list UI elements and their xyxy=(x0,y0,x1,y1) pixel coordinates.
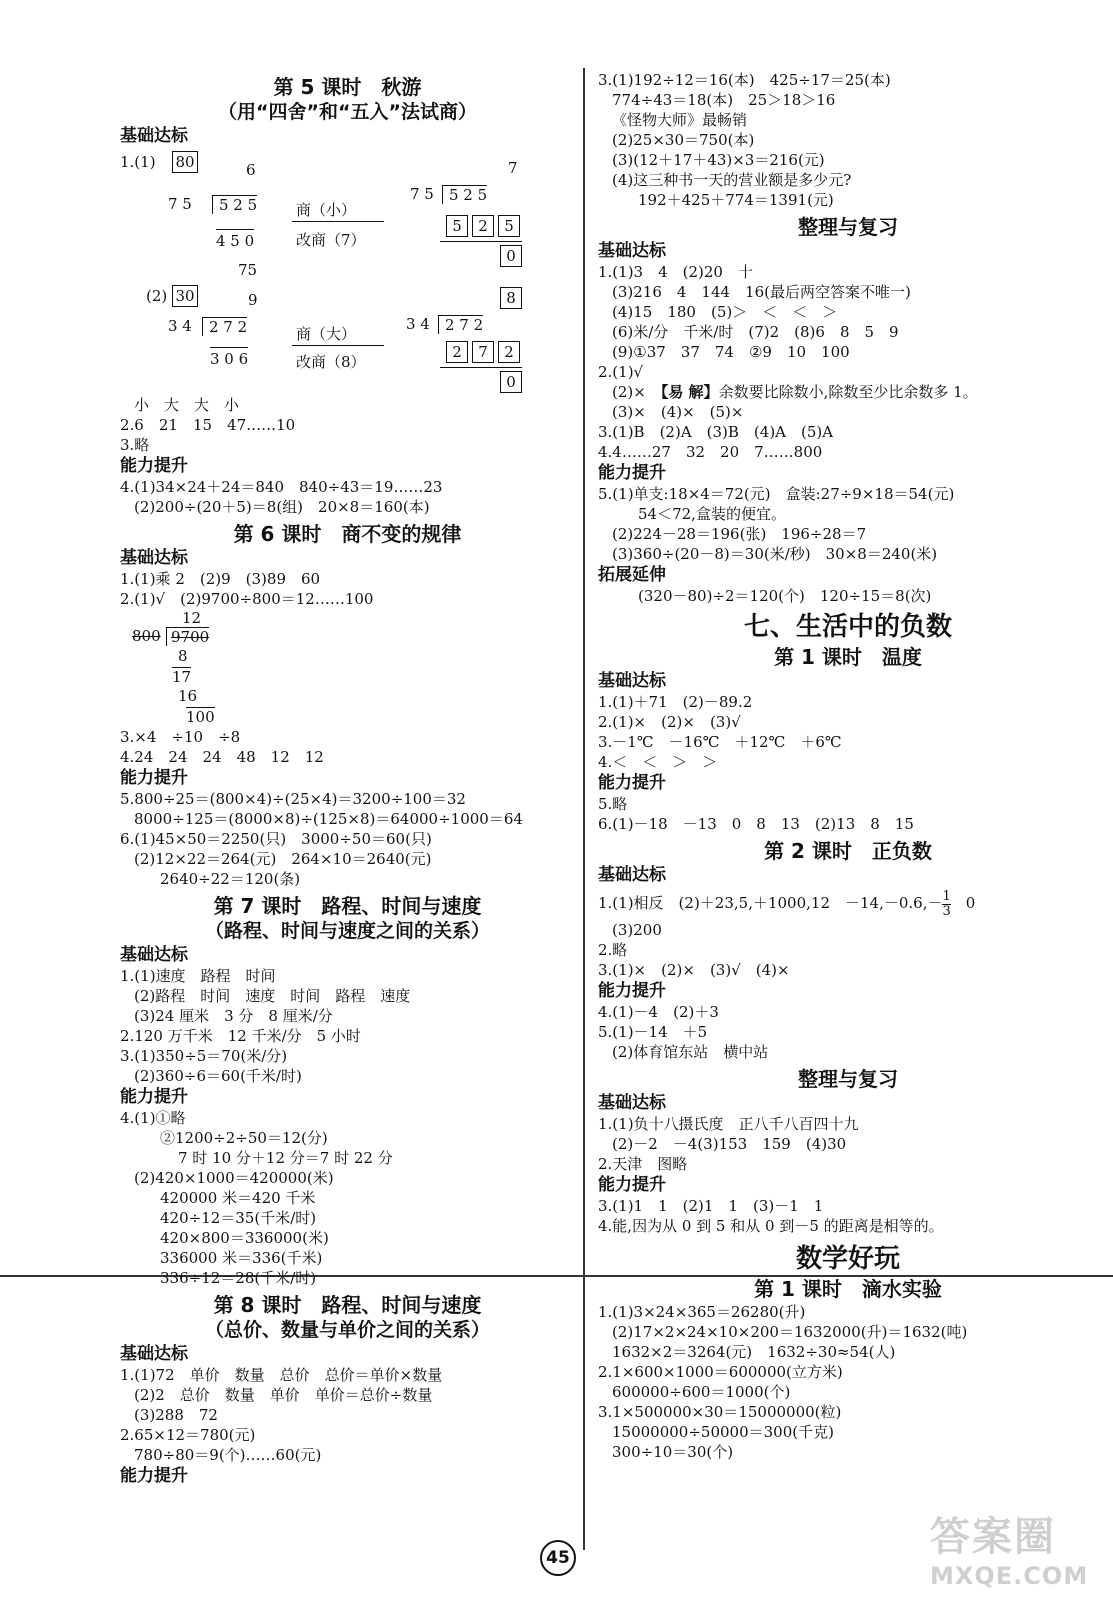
r-q3b: 774÷43＝18(本) 25＞18＞16 xyxy=(612,91,836,109)
c2-result: 3 0 6 xyxy=(210,347,248,368)
c1-result: 4 5 0 xyxy=(216,229,254,250)
l7-q4e: 420000 米＝420 千米 xyxy=(160,1189,316,1207)
l7-q4d: (2)420×1000＝420000(米) xyxy=(134,1169,334,1187)
fraction xyxy=(942,890,950,919)
rv-2b xyxy=(598,382,1098,402)
l6-q2: 2.(1)√ (2)9700÷800＝12……100 xyxy=(120,590,374,608)
p-4: 4.(1)－4 (2)＋3 xyxy=(598,1003,719,1021)
p-1b: (3)200 xyxy=(612,921,662,939)
l5-q4a: 4.(1)34×24＋24＝840 840÷43＝19……23 xyxy=(120,478,443,496)
l8-q1a: 1.(1)72 单价 数量 总价 总价＝单价×数量 xyxy=(120,1366,443,1384)
section-basic-7: 基础达标 xyxy=(120,945,188,965)
c1-zero: 0 xyxy=(500,245,522,267)
c1-75: 75 xyxy=(238,261,258,279)
l7-q2: 2.120 万千米 12 千米/分 5 小时 xyxy=(120,1027,361,1045)
long-division-work xyxy=(120,147,575,377)
c2-box1: 2 xyxy=(446,341,468,363)
c2-arrow-line xyxy=(292,345,384,346)
l7-q4b: ②1200÷2÷50＝12(分) xyxy=(160,1129,328,1147)
c1-divisor: 7 5 xyxy=(168,195,192,213)
l7-q4a: 4.(1)①略 xyxy=(120,1109,186,1127)
lesson6-title: 第 6 课时 商不变的规律 xyxy=(233,522,462,546)
sizes-row: 小 大 大 小 xyxy=(134,396,240,414)
q2-box: 30 xyxy=(172,285,198,307)
column-divider xyxy=(583,68,585,1550)
rv-3: 3.(1)B (2)A (3)B (4)A (5)A xyxy=(598,423,834,441)
fraction-numerator: 1 xyxy=(942,888,951,904)
c2-q8: 8 xyxy=(500,287,522,309)
section-advance-6: 能力提升 xyxy=(120,768,188,788)
q1-label: 1.(1) xyxy=(120,153,156,171)
d-step3: 16 xyxy=(178,687,198,705)
r-q3c: 《怪物大师》最畅销 xyxy=(612,111,748,129)
c2-divisor: 3 4 xyxy=(168,317,192,335)
rv-1d: (6)米/分 千米/时 (7)2 (8)6 8 5 9 xyxy=(612,323,899,341)
section-advance-t: 能力提升 xyxy=(598,773,666,793)
l7-q1a: 1.(1)速度 路程 时间 xyxy=(120,967,276,985)
l8-q2b: 780÷80＝9(个)……60(元) xyxy=(134,1446,322,1464)
section-basic-6: 基础达标 xyxy=(120,548,188,568)
p-3: 3.(1)× (2)× (3)√ (4)× xyxy=(598,961,790,979)
section-basic-t: 基础达标 xyxy=(598,671,666,691)
l7-q4g: 420×800＝336000(米) xyxy=(160,1229,329,1247)
r-q3e: (3)(12＋17＋43)×3＝216(元) xyxy=(612,151,825,169)
rv-4: 4.4……27 32 20 7……800 xyxy=(598,443,823,461)
c1-q7: 7 xyxy=(508,159,518,177)
t-3: 3.－1℃ －16℃ ＋12℃ ＋6℃ xyxy=(598,733,842,751)
watermark-line2: MXQE.COM xyxy=(930,1562,1089,1590)
section-basic-r2: 基础达标 xyxy=(598,1093,666,1113)
c1-q: 6 xyxy=(246,161,256,179)
l7-q4f: 420÷12＝35(千米/时) xyxy=(160,1209,317,1227)
fraction-denominator: 3 xyxy=(942,903,951,919)
l5-q3: 3.略 xyxy=(120,436,150,454)
section-advance-8: 能力提升 xyxy=(120,1466,188,1486)
r2-4: 4.能,因为从 0 到 5 和从 0 到－5 的距离是相等的。 xyxy=(598,1217,944,1235)
l8-q1b: (2)2 总价 数量 单价 单价＝总价÷数量 xyxy=(134,1386,433,1404)
p-5a: 5.(1)－14 ＋5 xyxy=(598,1023,708,1041)
section-basic-r1: 基础达标 xyxy=(598,241,666,261)
c2-box3: 2 xyxy=(498,341,520,363)
rv-5b: 54＜72,盒装的便宜。 xyxy=(638,505,786,523)
r2-1a: 1.(1)负十八摄氏度 正八千八百四十九 xyxy=(598,1115,859,1133)
r-q3a: 3.(1)192÷12＝16(本) 425÷17＝25(本) xyxy=(598,71,891,89)
rv-2c: (3)× (4)× (5)× xyxy=(612,403,744,421)
lesson8-subtitle: （总价、数量与单价之间的关系） xyxy=(204,1319,490,1341)
c2-box2: 7 xyxy=(472,341,494,363)
c1-dividend: 5 2 5 xyxy=(212,195,257,214)
l6-q5a: 5.800÷25＝(800×4)÷(25×4)＝3200÷100＝32 xyxy=(120,790,466,808)
rv-1a: 1.(1)3 4 (2)20 十 xyxy=(598,263,753,281)
t-4: 4.＜ ＜ ＞ ＞ xyxy=(598,753,718,771)
l6-q4: 4.24 24 24 48 12 12 xyxy=(120,748,324,766)
l6-q6c: 2640÷22＝120(条) xyxy=(160,870,301,888)
l6-q1: 1.(1)乘 2 (2)9 (3)89 60 xyxy=(120,570,321,588)
p-2: 2.略 xyxy=(598,941,628,959)
rv-5c: (2)224－28＝196(张) 196÷28＝7 xyxy=(612,525,867,543)
ch7-lesson1: 第 1 课时 温度 xyxy=(774,645,922,669)
r-q3g: 192＋425＋774＝1391(元) xyxy=(638,191,834,209)
d-step1: 8 xyxy=(178,647,188,665)
l7-q4c: 7 时 10 分＋12 分＝7 时 22 分 xyxy=(178,1149,393,1167)
l7-q1b: (2)路程 时间 速度 时间 路程 速度 xyxy=(134,987,411,1005)
r2-1b: (2)－2 －4(3)153 159 (4)30 xyxy=(612,1135,847,1153)
lesson5-title: 第 5 课时 秋游 xyxy=(273,75,422,99)
c2-dividend2: 2 7 2 xyxy=(438,315,483,334)
section-basic-p: 基础达标 xyxy=(598,865,666,885)
l6-q6a: 6.(1)45×50＝2250(只) 3000÷50＝60(只) xyxy=(120,830,432,848)
l6-q3: 3.×4 ÷10 ÷8 xyxy=(120,728,241,746)
f-3a: 3.1×500000×30＝15000000(粒) xyxy=(598,1403,842,1421)
watermark-line1: 答案圈 xyxy=(930,1514,1056,1560)
f-2a: 2.1×600×1000＝600000(立方米) xyxy=(598,1363,843,1381)
fun-lesson1: 第 1 课时 滴水实验 xyxy=(754,1277,942,1301)
r-q3d: (2)25×30＝750(本) xyxy=(612,131,755,149)
section-advance: 能力提升 xyxy=(120,456,188,476)
c1-box3: 5 xyxy=(498,215,520,237)
c2-divisor2: 3 4 xyxy=(406,315,430,333)
rv-2b-post: 余数要比除数小,除数至少比余数多 1。 xyxy=(718,383,978,401)
review2-title: 整理与复习 xyxy=(798,1067,898,1091)
c1-divisor2: 7 5 xyxy=(410,185,434,203)
p-1a xyxy=(598,886,1098,920)
p-5b: (2)体育馆东站 横中站 xyxy=(612,1043,769,1061)
c2-line xyxy=(440,367,522,368)
c1-dividend2: 5 2 5 xyxy=(442,185,487,204)
left-column xyxy=(120,70,575,1487)
c1-box2: 2 xyxy=(472,215,494,237)
rv-5a: 5.(1)单支:18×4＝72(元) 盒装:27÷9×18＝54(元) xyxy=(598,485,955,503)
c2-dividend: 2 7 2 xyxy=(202,317,247,336)
section-advance-r1: 能力提升 xyxy=(598,463,666,483)
section-basic-8: 基础达标 xyxy=(120,1344,188,1364)
l7-q3a: 3.(1)350÷5＝70(米/分) xyxy=(120,1047,288,1065)
t-1: 1.(1)＋71 (2)－89.2 xyxy=(598,693,753,711)
review1-title: 整理与复习 xyxy=(798,215,898,239)
t-2: 2.(1)× (2)× (3)√ xyxy=(598,713,741,731)
t-6: 6.(1)－18 －13 0 8 13 (2)13 8 15 xyxy=(598,815,914,833)
l7-q3b: (2)360÷6＝60(千米/时) xyxy=(134,1067,302,1085)
q1-box: 80 xyxy=(172,151,198,173)
rv-1e: (9)①37 37 74 ②9 10 100 xyxy=(612,343,850,361)
c2-q: 9 xyxy=(248,291,258,309)
section-basic: 基础达标 xyxy=(120,126,188,146)
c2-zero: 0 xyxy=(500,371,522,393)
lesson8-title: 第 8 课时 路程、时间与速度 xyxy=(213,1293,482,1317)
watermark xyxy=(930,1505,1088,1590)
l7-q4i: 336÷12＝28(千米/时) xyxy=(160,1269,317,1287)
l8-q2a: 2.65×12＝780(元) xyxy=(120,1426,256,1444)
d-quotient: 12 xyxy=(182,609,202,627)
d-divisor: 800 xyxy=(132,627,161,645)
section-advance-p: 能力提升 xyxy=(598,981,666,1001)
f-1b: (2)17×2×24×10×200＝1632000(升)＝1632(吨) xyxy=(612,1323,968,1341)
chapter7-title: 七、生活中的负数 xyxy=(743,612,952,642)
l5-q4b: (2)200÷(20＋5)＝8(组) 20×8＝160(本) xyxy=(134,498,430,516)
f-2b: 600000÷600＝1000(个) xyxy=(612,1383,791,1401)
f-1a: 1.(1)3×24×365＝26280(升) xyxy=(598,1303,806,1321)
f-3b: 15000000÷50000＝300(千克) xyxy=(612,1423,834,1441)
lesson7-subtitle: （路程、时间与速度之间的关系） xyxy=(204,920,490,942)
d-dividend: 9700 xyxy=(166,627,209,646)
ch7-lesson2: 第 2 课时 正负数 xyxy=(764,839,932,863)
c1-arrow-top: 商（小） xyxy=(296,201,357,219)
c1-arrow-bottom: 改商（7） xyxy=(296,231,366,249)
c1-line xyxy=(440,241,522,242)
f-1c: 1632×2＝3264(元) 1632÷30≈54(人) xyxy=(612,1343,896,1361)
p-1a-text: 1.(1)相反 (2)＋23,5,＋1000,12 －14,－0.6,－ xyxy=(598,894,943,912)
f-3c: 300÷10＝30(个) xyxy=(612,1443,734,1461)
division-800 xyxy=(120,609,575,727)
p-1a-tail: 0 xyxy=(950,894,976,912)
lesson7-title: 第 7 课时 路程、时间与速度 xyxy=(213,894,482,918)
r-q3f: (4)这三种书一天的营业额是多少元? xyxy=(612,171,852,189)
l8-q1c: (3)288 72 xyxy=(134,1406,218,1424)
l6-q5b: 8000÷125＝(8000×8)÷(125×8)＝64000÷1000＝64 xyxy=(134,810,523,828)
rv-5d: (3)360÷(20－8)＝30(米/秒) 30×8＝240(米) xyxy=(612,545,938,563)
rv-2b-pre: (2)× xyxy=(612,383,661,401)
rv-1c: (4)15 180 (5)＞ ＜ ＜ ＞ xyxy=(612,303,838,321)
q2-label: (2) xyxy=(146,287,168,305)
l7-q4h: 336000 米＝336(千米) xyxy=(160,1249,323,1267)
section-advance-7: 能力提升 xyxy=(120,1087,188,1107)
l6-q6b: (2)12×22＝264(元) 264×10＝2640(元) xyxy=(134,850,432,868)
r2-2: 2.天津 图略 xyxy=(598,1155,688,1173)
l7-q1c: (3)24 厘米 3 分 8 厘米/分 xyxy=(134,1007,333,1025)
t-5: 5.略 xyxy=(598,795,628,813)
c2-arrow-top: 商（大） xyxy=(296,325,357,343)
c2-arrow-bottom: 改商（8） xyxy=(296,353,366,371)
rv-2a: 2.(1)√ xyxy=(598,363,644,381)
c1-arrow-line xyxy=(292,221,384,222)
fun-title: 数学好玩 xyxy=(795,1244,900,1274)
section-advance-r2: 能力提升 xyxy=(598,1175,666,1195)
d-step4: 100 xyxy=(186,708,215,726)
l5-q2: 2.6 21 15 47……10 xyxy=(120,416,296,434)
lesson5-subtitle: （用“四舍”和“五入”法试商） xyxy=(218,101,477,123)
right-column xyxy=(598,70,1098,1462)
section-extend: 拓展延伸 xyxy=(598,565,666,585)
easy-error-tag: 【易 解】 xyxy=(660,383,719,401)
d-step2: 17 xyxy=(172,668,192,686)
rv-ext: (320－80)÷2＝120(个) 120÷15＝8(次) xyxy=(638,587,932,605)
r2-3: 3.(1)1 1 (2)1 1 (3)－1 1 xyxy=(598,1197,824,1215)
page-number: 45 xyxy=(540,1540,576,1576)
rv-1b: (3)216 4 144 16(最后两空答案不唯一) xyxy=(612,283,911,301)
c1-box1: 5 xyxy=(446,215,468,237)
